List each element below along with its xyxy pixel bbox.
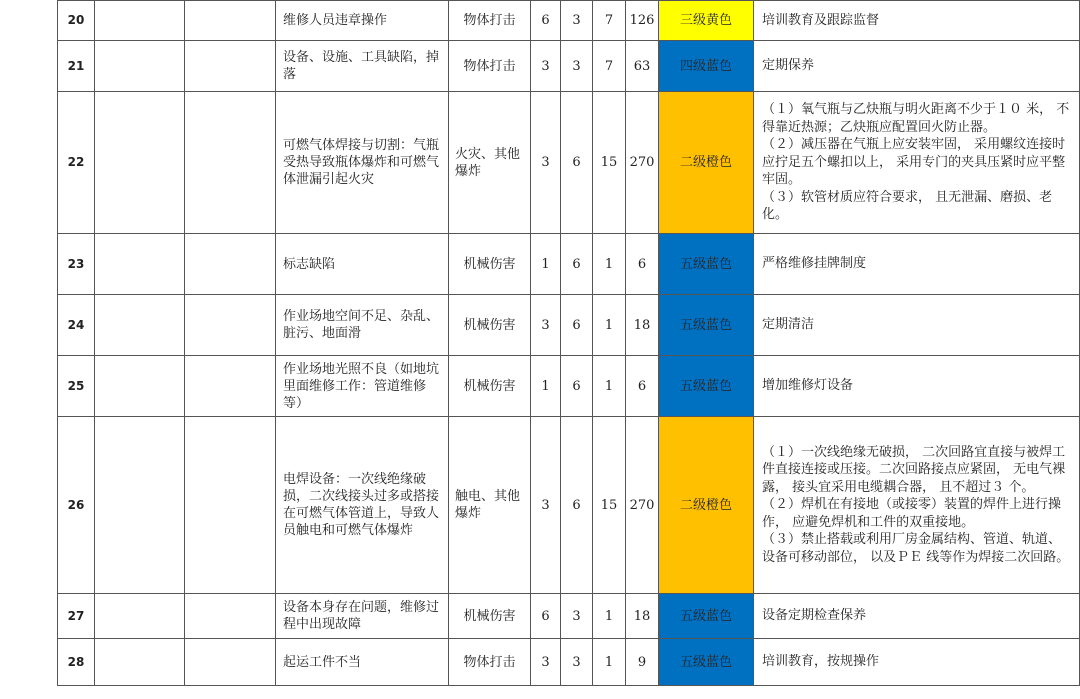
blank-cell (95, 639, 185, 686)
d-value: 18 (626, 594, 659, 639)
blank-cell (185, 295, 276, 356)
d-value: 6 (626, 356, 659, 417)
table-row (58, 41, 1080, 92)
measure-text: （１）氧气瓶与乙炔瓶与明火距离不少于１０ 米， 不得靠近热源；乙炔瓶应配置回火防止器。 (762, 102, 1070, 135)
risk-level-badge: 四级蓝色 (659, 41, 754, 92)
hazard-cell: 起运工件不当 (276, 639, 449, 686)
measure-text: 培训教育，按规操作 (762, 654, 880, 670)
c-value: 7 (593, 41, 626, 92)
d-value: 18 (626, 295, 659, 356)
measures-cell (754, 92, 1080, 234)
consequence-cell: 机械伤害 (449, 594, 531, 639)
table-row (58, 356, 1080, 417)
measure-text: （３）禁止搭载或利用厂房金属结构、管道、轨道、设备可移动部位， 以及ＰＥ 线等作为焊接二次回路。 (762, 532, 1070, 565)
risk-table (57, 0, 1080, 686)
risk-level-badge: 二级橙色 (659, 417, 754, 594)
row-number: 22 (58, 92, 95, 234)
row-number: 28 (58, 639, 95, 686)
blank-cell (95, 594, 185, 639)
measures-cell (754, 417, 1080, 594)
blank-cell (185, 92, 276, 234)
measure-text: 严格维修挂牌制度 (762, 256, 867, 272)
e-value: 6 (561, 356, 593, 417)
blank-cell (95, 92, 185, 234)
consequence-cell: 机械伤害 (449, 234, 531, 295)
measures-cell (754, 1, 1080, 41)
e-value: 3 (561, 594, 593, 639)
measure-text: 培训教育及跟踪监督 (762, 12, 880, 28)
consequence-cell: 物体打击 (449, 1, 531, 41)
risk-level-badge: 五级蓝色 (659, 639, 754, 686)
measure-text: 定期清洁 (762, 317, 815, 333)
table-row (58, 234, 1080, 295)
table-row (58, 92, 1080, 234)
c-value: 15 (593, 92, 626, 234)
hazard-cell: 设备本身存在问题，维修过程中出现故障 (276, 594, 449, 639)
l-value: 3 (531, 295, 561, 356)
hazard-cell: 维修人员违章操作 (276, 1, 449, 41)
blank-cell (95, 417, 185, 594)
blank-cell (95, 234, 185, 295)
blank-cell (185, 594, 276, 639)
consequence-cell: 物体打击 (449, 41, 531, 92)
l-value: 1 (531, 234, 561, 295)
hazard-cell: 标志缺陷 (276, 234, 449, 295)
c-value: 1 (593, 356, 626, 417)
risk-level-badge: 三级黄色 (659, 1, 754, 41)
consequence-cell: 机械伤害 (449, 295, 531, 356)
measure-text: 增加维修灯设备 (762, 378, 854, 394)
row-number: 20 (58, 1, 95, 41)
risk-level-badge: 五级蓝色 (659, 356, 754, 417)
consequence-cell: 机械伤害 (449, 356, 531, 417)
risk-level-badge: 五级蓝色 (659, 594, 754, 639)
c-value: 1 (593, 234, 626, 295)
blank-cell (95, 356, 185, 417)
c-value: 7 (593, 1, 626, 41)
e-value: 3 (561, 41, 593, 92)
c-value: 15 (593, 417, 626, 594)
measures-cell (754, 234, 1080, 295)
d-value: 63 (626, 41, 659, 92)
hazard-cell: 设备、设施、工具缺陷，掉落 (276, 41, 449, 92)
row-number: 24 (58, 295, 95, 356)
blank-cell (185, 234, 276, 295)
measure-text: 定期保养 (762, 58, 815, 74)
e-value: 3 (561, 639, 593, 686)
blank-cell (95, 41, 185, 92)
table-row (58, 639, 1080, 686)
d-value: 126 (626, 1, 659, 41)
l-value: 3 (531, 639, 561, 686)
measures-cell (754, 639, 1080, 686)
d-value: 270 (626, 92, 659, 234)
blank-cell (185, 1, 276, 41)
risk-level-badge: 五级蓝色 (659, 234, 754, 295)
blank-cell (185, 417, 276, 594)
l-value: 1 (531, 356, 561, 417)
risk-level-badge: 五级蓝色 (659, 295, 754, 356)
d-value: 9 (626, 639, 659, 686)
consequence-cell: 物体打击 (449, 639, 531, 686)
row-number: 26 (58, 417, 95, 594)
row-number: 23 (58, 234, 95, 295)
blank-cell (185, 639, 276, 686)
measure-text: （２）焊机在有接地（或接零）装置的焊件上进行操作， 应避免焊机和工件的双重接地。 (762, 497, 1062, 530)
row-number: 25 (58, 356, 95, 417)
e-value: 6 (561, 417, 593, 594)
row-number: 21 (58, 41, 95, 92)
measures-cell (754, 41, 1080, 92)
table-row (58, 295, 1080, 356)
l-value: 3 (531, 41, 561, 92)
table-row (58, 1, 1080, 41)
blank-cell (185, 356, 276, 417)
consequence-cell: 火灾、其他爆炸 (449, 92, 531, 234)
c-value: 1 (593, 295, 626, 356)
e-value: 6 (561, 295, 593, 356)
l-value: 6 (531, 594, 561, 639)
c-value: 1 (593, 639, 626, 686)
l-value: 3 (531, 92, 561, 234)
measure-text: （２）减压器在气瓶上应安装牢固， 采用螺纹连接时应拧足五个螺扣以上， 采用专门的夹具压紧时应平整牢固。 (762, 137, 1066, 188)
measures-cell (754, 295, 1080, 356)
measures-cell (754, 356, 1080, 417)
e-value: 3 (561, 1, 593, 41)
c-value: 1 (593, 594, 626, 639)
measure-text: （３）软管材质应符合要求， 且无泄漏、磨损、老化。 (762, 189, 1053, 223)
hazard-cell: 作业场地空间不足、杂乱、脏污、地面滑 (276, 295, 449, 356)
table-row (58, 417, 1080, 594)
d-value: 6 (626, 234, 659, 295)
blank-cell (185, 41, 276, 92)
measures-cell (754, 594, 1080, 639)
l-value: 3 (531, 417, 561, 594)
l-value: 6 (531, 1, 561, 41)
measure-text: 设备定期检查保养 (762, 608, 867, 624)
e-value: 6 (561, 92, 593, 234)
e-value: 6 (561, 234, 593, 295)
hazard-cell: 电焊设备：一次线绝缘破损，二次线接头过多或搭接在可燃气体管道上，导致人员触电和可燃气体爆炸 (276, 417, 449, 594)
risk-level-badge: 二级橙色 (659, 92, 754, 234)
d-value: 270 (626, 417, 659, 594)
consequence-cell: 触电、其他爆炸 (449, 417, 531, 594)
blank-cell (95, 1, 185, 41)
blank-cell (95, 295, 185, 356)
row-number: 27 (58, 594, 95, 639)
hazard-cell: 作业场地光照不良（如地坑里面维修工作：管道维修等） (276, 356, 449, 417)
hazard-cell: 可燃气体焊接与切割：气瓶受热导致瓶体爆炸和可燃气体泄漏引起火灾 (276, 92, 449, 234)
measure-text: （１）一次线绝缘无破损， 二次回路宜直接与被焊工件直接连接或压接。二次回路接点应紧固， 无电气裸露， 接头宜采用电缆耦合器， 且不超过３ 个。 (762, 444, 1066, 495)
table-row (58, 594, 1080, 639)
